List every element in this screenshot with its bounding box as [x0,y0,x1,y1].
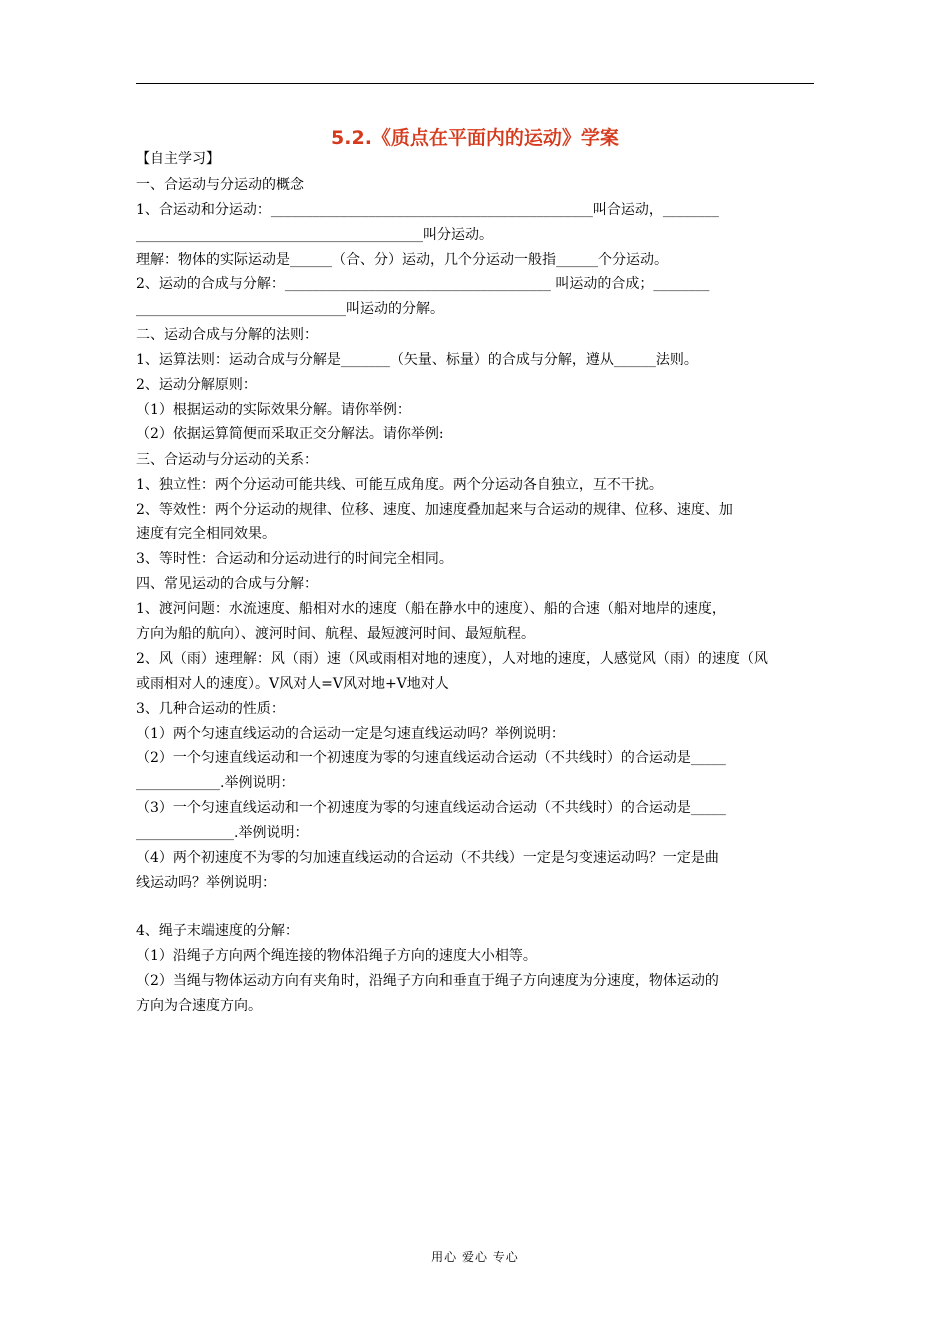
text-line: 三、合运动与分运动的关系： [136,452,318,468]
text-line: 方向为合速度方向。 [136,998,262,1014]
text-line: 2、运动分解原则： [136,377,257,393]
text-line: 2、等效性：两个分运动的规律、位移、速度、加速度叠加起来与合运动的规律、位移、速度、加 [136,502,733,518]
text-line: 4、绳子末端速度的分解： [136,923,299,939]
text-line: 速度有完全相同效果。 [136,526,276,542]
header-rule [136,83,814,84]
text-line: ______________.举例说明： [136,825,309,841]
text-line: 线运动吗？举例说明： [136,875,276,891]
text-line: （3）一个匀速直线运动和一个初速度为零的匀速直线运动合运动（不共线时）的合运动是_____ [136,800,726,816]
page-footer: 用心 爱心 专心 [431,1250,519,1264]
text-line: 一、合运动与分运动的概念 [136,177,304,193]
text-line: 1、独立性：两个分运动可能共线、可能互成角度。两个分运动各自独立，互不干扰。 [136,477,663,493]
text-line: （2）依据运算简便而采取正交分解法。请你举例: [136,426,444,442]
text-line: _________________________________________叫分运动。 [136,227,493,243]
text-line: ______________________________叫运动的分解。 [136,301,444,317]
section-heading: 【自主学习】 [136,151,220,167]
text-line: （2）当绳与物体运动方向有夹角时，沿绳子方向和垂直于绳子方向速度为分速度，物体运动的 [136,973,719,989]
text-line: （1）根据运动的实际效果分解。请你举例： [136,402,411,418]
text-line: 理解：物体的实际运动是______（合、分）运动，几个分运动一般指______个分运动。 [136,252,668,268]
text-line: 1、合运动和分运动：______________________________________________叫合运动，________ [136,202,719,218]
text-line: 2、运动的合成与分解：______________________________________ 叫运动的合成；________ [136,276,710,292]
text-line: （2）一个匀速直线运动和一个初速度为零的匀速直线运动合运动（不共线时）的合运动是_____ [136,750,726,766]
text-line: （4）两个初速度不为零的匀加速直线运动的合运动（不共线）一定是匀变速运动吗？一定是曲 [136,850,719,866]
text-line: 或雨相对人的速度）。V风对人=V风对地+V地对人 [136,676,449,692]
page-title: 5.2.《质点在平面内的运动》学案 [331,127,619,149]
text-line: 方向为船的航向）、渡河时间、航程、最短渡河时间、最短航程。 [136,626,535,642]
text-line: 3、等时性：合运动和分运动进行的时间完全相同。 [136,551,453,567]
text-line: 1、渡河问题：水流速度、船相对水的速度（船在静水中的速度）、船的合速（船对地岸的速度， [136,601,726,617]
text-line: （1）沿绳子方向两个绳连接的物体沿绳子方向的速度大小相等。 [136,948,537,964]
text-line: ____________.举例说明： [136,775,295,791]
text-line: 2、风（雨）速理解：风（雨）速（风或雨相对地的速度），人对地的速度，人感觉风（雨）的速度（风 [136,651,768,667]
text-line: 二、运动合成与分解的法则： [136,327,318,343]
text-line: 四、常见运动的合成与分解： [136,576,318,592]
text-line: （1）两个匀速直线运动的合运动一定是匀速直线运动吗？举例说明： [136,726,565,742]
text-line: 1、运算法则：运动合成与分解是_______（矢量、标量）的合成与分解，遵从______法则。 [136,352,698,368]
text-line: 3、几种合运动的性质： [136,701,285,717]
